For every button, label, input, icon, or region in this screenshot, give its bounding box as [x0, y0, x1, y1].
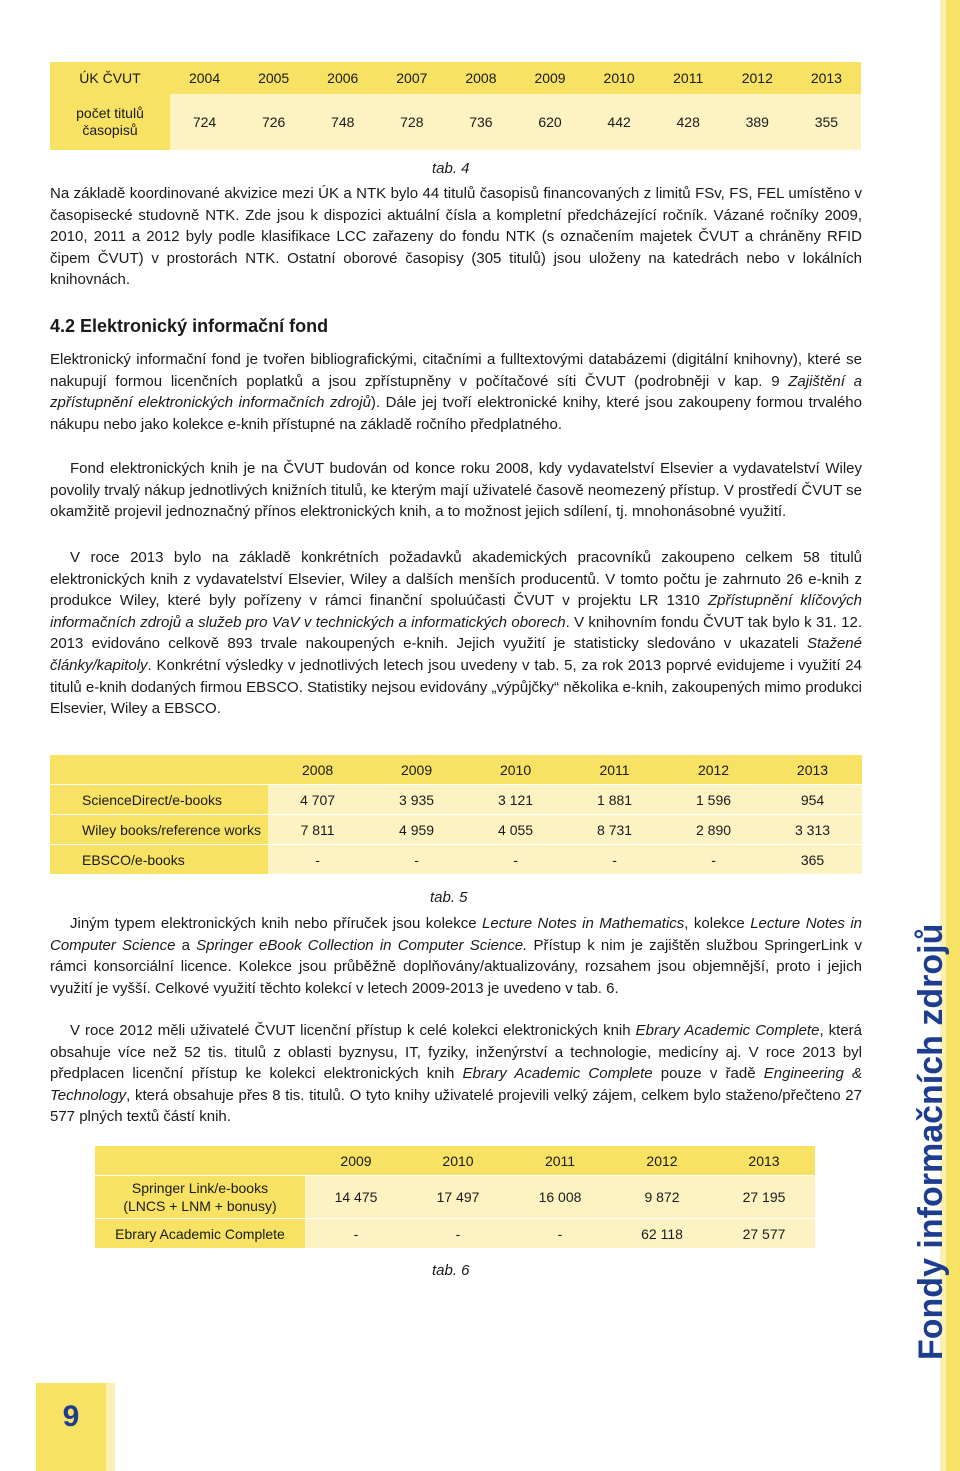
- table-4-header-cell: 2013: [810, 70, 842, 86]
- table-row: [50, 815, 862, 844]
- section-heading: 4.2 Elektronický informační fond: [50, 316, 329, 336]
- table-5: [50, 755, 862, 874]
- table-4: [50, 62, 861, 150]
- paragraph-5: [50, 913, 862, 999]
- text-run: , která obsahuje přes 8 tis. titulů. O tyto knihy uživatelé projevili velký zájem, celkem bylo staženo/přečteno 27 577 plných textů částí knih.: [50, 1086, 862, 1126]
- table-cell: -: [414, 851, 419, 868]
- table-cell: 3 313: [794, 821, 831, 838]
- text-run: . V knihovním fondu ČVUT tak bylo k 31. 12. 2013 evidováno celkově 893 trvale nakoupených e-knih. Jejich využití je statisticky sledováno v ukazateli: [50, 613, 862, 653]
- table-4-header-cell: 2009: [534, 70, 566, 86]
- text-run-italic: Zajištění a zpřístupnění elektronických informačních zdrojů: [50, 372, 862, 412]
- table-cell: 4 055: [498, 821, 534, 838]
- table-cell: 9 872: [644, 1189, 680, 1205]
- table-4-caption: tab. 4: [432, 160, 470, 177]
- table-cell: 726: [261, 114, 286, 130]
- table-6: [95, 1146, 815, 1248]
- table-cell: -: [612, 851, 617, 868]
- page-number: 9: [62, 1400, 80, 1433]
- table-cell: -: [557, 1225, 563, 1242]
- table-cell: 428: [676, 114, 700, 130]
- text-run: Jiným typem elektronických knih nebo příruček jsou kolekce: [70, 915, 483, 932]
- table-row: [50, 94, 861, 150]
- table-6-caption: tab. 6: [432, 1262, 470, 1279]
- table-cell: 1 881: [597, 791, 633, 808]
- table-4-header-cell: 2005: [258, 70, 290, 86]
- table-cell: 442: [607, 114, 631, 130]
- table-5-header-cell: 2010: [499, 761, 532, 778]
- paragraph-2: [50, 349, 862, 435]
- table-cell: 7 811: [300, 821, 335, 838]
- table-4-header-cell: 2004: [188, 70, 221, 86]
- row-label-line: časopisů: [82, 122, 138, 138]
- text-run-italic: Zpřístupnění klíčových informačních zdrojů a služeb pro VaV v technických a informatických oborech: [50, 592, 862, 631]
- text-run-italic: Lecture Notes in Computer Science: [50, 915, 862, 954]
- table-4-header-cell: 2011: [673, 70, 704, 86]
- table-5-header: [50, 755, 862, 784]
- table-cell: -: [711, 851, 716, 868]
- table-row: [95, 1176, 815, 1218]
- table-cell: 17 497: [436, 1189, 480, 1205]
- table-cell: 2 890: [696, 821, 732, 838]
- paragraph-4: [50, 547, 862, 720]
- row-label-line: počet titulů: [76, 105, 144, 121]
- text-run-italic: Ebrary Academic Complete: [635, 1022, 820, 1039]
- table-cell: 389: [745, 114, 769, 130]
- table-5-header-cell: 2008: [302, 761, 334, 778]
- row-label-line: Springer Link/e-books: [131, 1180, 269, 1196]
- text-run: , která obsahuje více než 52 tis. titulů z oblasti byznysu, IT, fyziky, inženýrství a technologie, medicíny aj. V roce 2013 byl předplacen licenční přístup ke kolekci elektronických knih: [50, 1022, 863, 1083]
- table-5-caption: tab. 5: [430, 889, 468, 906]
- table-5-header-cell: 2013: [796, 761, 829, 778]
- text-run: , kolekce: [684, 915, 751, 932]
- text-run-italic: Ebrary Academic Complete: [462, 1065, 653, 1083]
- table-6-header-cell: 2009: [340, 1152, 372, 1169]
- table-4-header-cell: 2012: [741, 70, 773, 86]
- text-run: V roce 2013 bylo na základě konkrétních požadavků akademických pracovníků zakoupeno celkem 58 titulů elektronických knih z vydavatelství Elsevier, Wiley a dalších menších producentů. V tomto počtu je zahrnuto 26 e-knih z produkce Wiley, které byly pořízeny v rámci finanční spoluúčasti ČVUT v projektu LR 1310: [50, 549, 862, 610]
- text-run-italic: Springer eBook Collection in Computer Science.: [196, 936, 528, 954]
- text-run: . Konkrétní výsledky v jednotlivých letech jsou uvedeny v tab. 5, za rok 2013 poprvé evidujeme i využití 24 titulů e-knih dodaných firmou EBSCO. Statistiky nejsou evidovány „výpůjčky“ několika e-knih, zakoupených mimo produkci Elsevier, Wiley a EBSCO.: [50, 656, 862, 718]
- text-run-italic: Lecture Notes in Mathematics: [482, 915, 685, 932]
- table-4-row-label: [50, 94, 170, 150]
- table-cell: 1 596: [696, 791, 732, 808]
- table-4-header-cell: 2007: [396, 70, 428, 86]
- table-cell: 27 577: [742, 1225, 786, 1242]
- table-row: [50, 785, 862, 814]
- table-6-row-label: [95, 1219, 305, 1248]
- table-cell: 728: [400, 114, 424, 130]
- chapter-side-title: Fondy informačních zdrojů: [912, 923, 950, 1360]
- table-cell: 62 118: [641, 1225, 683, 1242]
- table-5-row-label: ScienceDirect/e-books: [50, 785, 268, 814]
- text-run: Elektronický informační fond je tvořen bibliografickými, citačními a fulltextovými databázemi (digitální knihovny), které se nakupují formou licenčních poplatků a jsou zpřístupněny v počítačové síti ČVUT (podrobněji v kap. 9: [50, 351, 862, 390]
- text-run-italic: Stažené články/kapitoly: [50, 635, 862, 674]
- text-run: a: [175, 936, 197, 954]
- paragraph-6: [50, 1020, 862, 1128]
- table-6-header-cell: 2010: [442, 1152, 474, 1169]
- table-cell: 954: [800, 791, 825, 808]
- text-run-italic: Engineering & Technology: [50, 1065, 863, 1104]
- table-4-header-cell: 2010: [603, 70, 635, 86]
- page-number-stripe: [106, 1383, 115, 1471]
- table-cell: 3 935: [399, 791, 435, 808]
- table-5-header-cell: 2012: [697, 761, 730, 778]
- text-run: V roce 2012 měli uživatelé ČVUT licenční přístup k celé kolekci elektronických knih: [70, 1022, 636, 1039]
- table-5-row-label: EBSCO/e-books: [50, 845, 268, 874]
- table-cell: -: [353, 1225, 359, 1242]
- table-4-header-cell: 2008: [465, 70, 497, 86]
- table-6-row-label: [95, 1176, 305, 1218]
- table-cell: 355: [814, 114, 839, 130]
- table-5-row-label: Wiley books/reference works: [50, 815, 268, 844]
- row-label-line: Ebrary Academic Complete: [115, 1225, 285, 1242]
- table-cell: 14 475: [334, 1189, 378, 1205]
- table-cell: 748: [331, 114, 355, 130]
- table-cell: -: [455, 1225, 461, 1242]
- table-cell: 27 195: [742, 1189, 786, 1205]
- table-cell: 4 707: [300, 791, 336, 808]
- table-cell: 365: [800, 851, 825, 868]
- table-4-header-cell: ÚK ČVUT: [79, 69, 141, 86]
- text-run: pouze v řadě: [652, 1065, 764, 1083]
- text-run: Přístup k nim je zajištěn službou SpringerLink v rámci konsorciální licence. Kolekce jsou průběžně doplňovány/aktualizovány, rozsahem jsou objemnější, proto i jejich využití je vyšší. Celkové využití těchto kolekcí v letech 2009-2013 je uvedeno v tab. 6.: [50, 936, 862, 997]
- table-cell: 4 959: [399, 821, 435, 838]
- table-6-header: [95, 1146, 815, 1175]
- table-cell: -: [513, 851, 518, 868]
- table-cell: 620: [538, 114, 562, 130]
- table-cell: 724: [192, 114, 217, 130]
- table-cell: 16 008: [538, 1189, 582, 1205]
- table-row: [50, 845, 862, 874]
- table-cell: -: [315, 851, 320, 868]
- table-5-header-cell: 2009: [400, 761, 433, 778]
- table-5-header-cell: 2011: [599, 761, 630, 778]
- row-label-line: (LNCS + LNM + bonusy): [123, 1198, 277, 1214]
- table-cell: 8 731: [597, 821, 633, 838]
- paragraph-1: Na základě koordinované akvizice mezi ÚK a NTK bylo 44 titulů časopisů financovaných z limitů FSv, FS, FEL umístěno v časopisecké studovně NTK. Zde jsou k dispozici aktuální čísla a kompletní předcházející ročník. Vázané ročníky 2009, 2010, 2011 a 2012 byly podle klasifikace LCC zařazeny do fondu NTK (s označením majetek ČVUT a chráněny RFID čipem ČVUT) v prostorách NTK. Ostatní oborové časopisy (305 titulů) jsou uloženy na katedrách nebo v lokálních knihovnách.: [50, 185, 862, 289]
- table-cell: 3 121: [498, 791, 534, 808]
- table-cell: 736: [469, 114, 493, 130]
- table-4-header: [50, 62, 861, 94]
- table-6-header-cell: 2011: [544, 1152, 576, 1169]
- table-6-header-cell: 2013: [748, 1152, 780, 1169]
- table-6-header-cell: 2012: [646, 1152, 678, 1169]
- table-4-header-cell: 2006: [327, 70, 359, 86]
- paragraph-3: Fond elektronických knih je na ČVUT budován od konce roku 2008, kdy vydavatelství Elsevier a vydavatelství Wiley povolily trvalý nákup jednotlivých knižních titulů, ke kterým mají uživatelé časově neomezený přístup. V prostředí ČVUT se okamžitě projevil jednoznačný přínos elektronických knih, a to možnost jejich sdílení, tj. mnohonásobné využití.: [50, 460, 862, 521]
- text-run: ). Dále jej tvoří elektronické knihy, které jsou zakoupeny formou trvalého nákupu nebo jako kolekce e-knih přístupné na základě ročního předplatného.: [50, 394, 862, 433]
- table-row: [95, 1219, 815, 1248]
